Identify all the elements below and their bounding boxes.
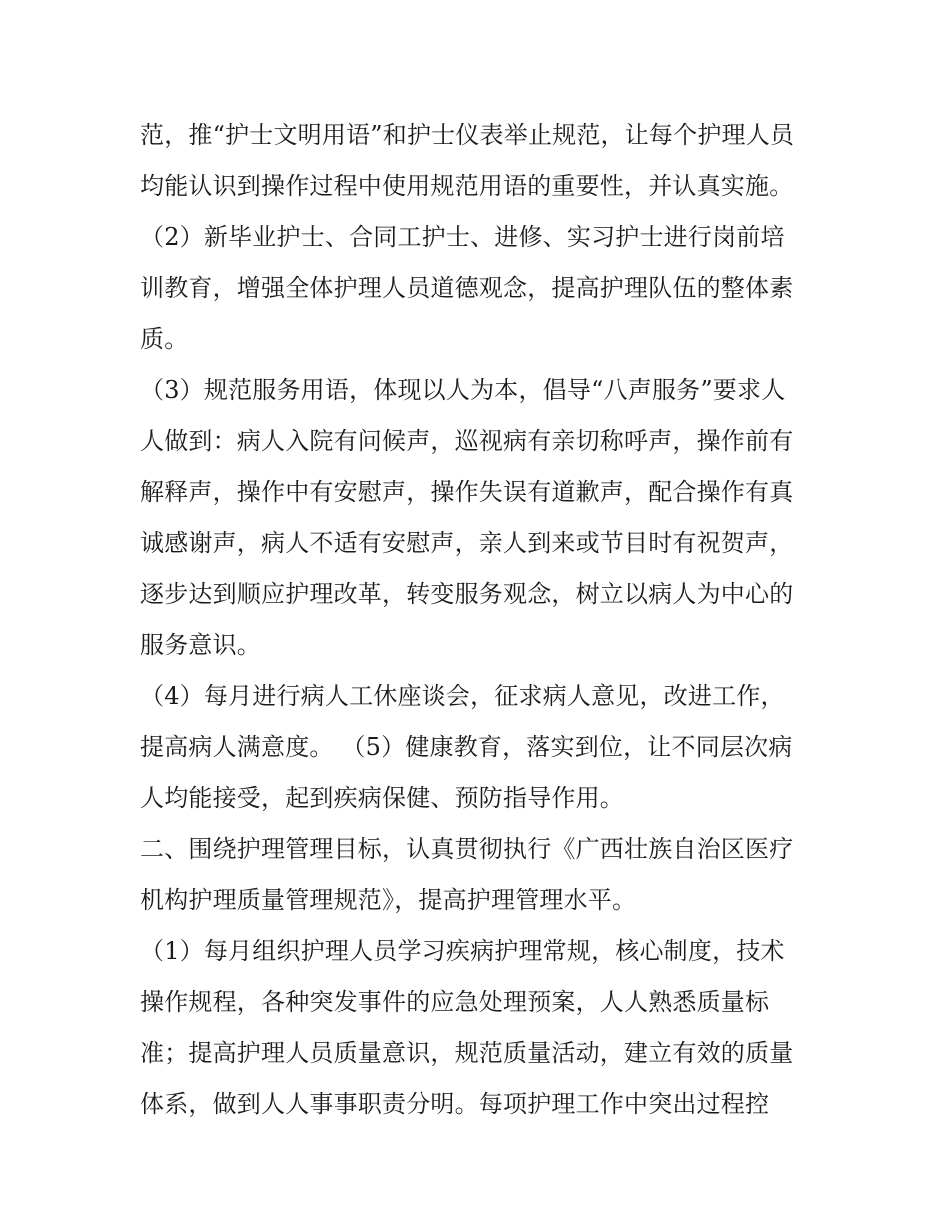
text-line: （4）每月进行病人工休座谈会，征求病人意见，改进工作，: [140, 682, 785, 710]
text-line: 人做到：病人入院有问候声，巡视病有亲切称呼声，操作前有: [140, 427, 794, 455]
text-line: （1）每月组织护理人员学习疾病护理常规，核心制度，技术: [140, 937, 785, 965]
text-line: 解释声，操作中有安慰声，操作失误有道歉声，配合操作有真: [140, 478, 794, 506]
text-line: 范，推“护士文明用语”和护士仪表举止规范，让每个护理人员: [140, 121, 795, 149]
text-line: 训教育，增强全体护理人员道德观念，提高护理队伍的整体素: [140, 274, 794, 302]
text-line: 质。: [140, 325, 189, 353]
text-line: 准；提高护理人员质量意识，规范质量活动，建立有效的质量: [140, 1039, 794, 1067]
text-line: 均能认识到操作过程中使用规范用语的重要性，并认真实施。: [140, 172, 794, 200]
text-line: 诚感谢声，病人不适有安慰声，亲人到来或节目时有祝贺声，: [140, 529, 794, 557]
text-line: 提高病人满意度。 （5）健康教育，落实到位，让不同层次病: [140, 733, 793, 761]
section-heading: 机构护理质量管理规范》，提高护理管理水平。: [140, 886, 637, 914]
text-line: （2）新毕业护士、合同工护士、进修、实习护士进行岗前培: [140, 223, 785, 251]
text-line: 操作规程，各种突发事件的应急处理预案，人人熟悉质量标: [140, 988, 770, 1016]
section-heading: 二、围绕护理管理目标，认真贯彻执行《广西壮族自治区医疗: [140, 835, 794, 863]
text-line: 服务意识。: [140, 631, 261, 659]
text-line: 体系，做到人人事事职责分明。每项护理工作中突出过程控: [140, 1090, 770, 1118]
text-line: 人均能接受，起到疾病保健、预防指导作用。: [140, 784, 624, 812]
document-body: [140, 110, 820, 1130]
text-line: （3）规范服务用语，体现以人为本，倡导“八声服务”要求人: [140, 376, 786, 404]
text-line: 逐步达到顺应护理改革，转变服务观念，树立以病人为中心的: [140, 580, 794, 608]
